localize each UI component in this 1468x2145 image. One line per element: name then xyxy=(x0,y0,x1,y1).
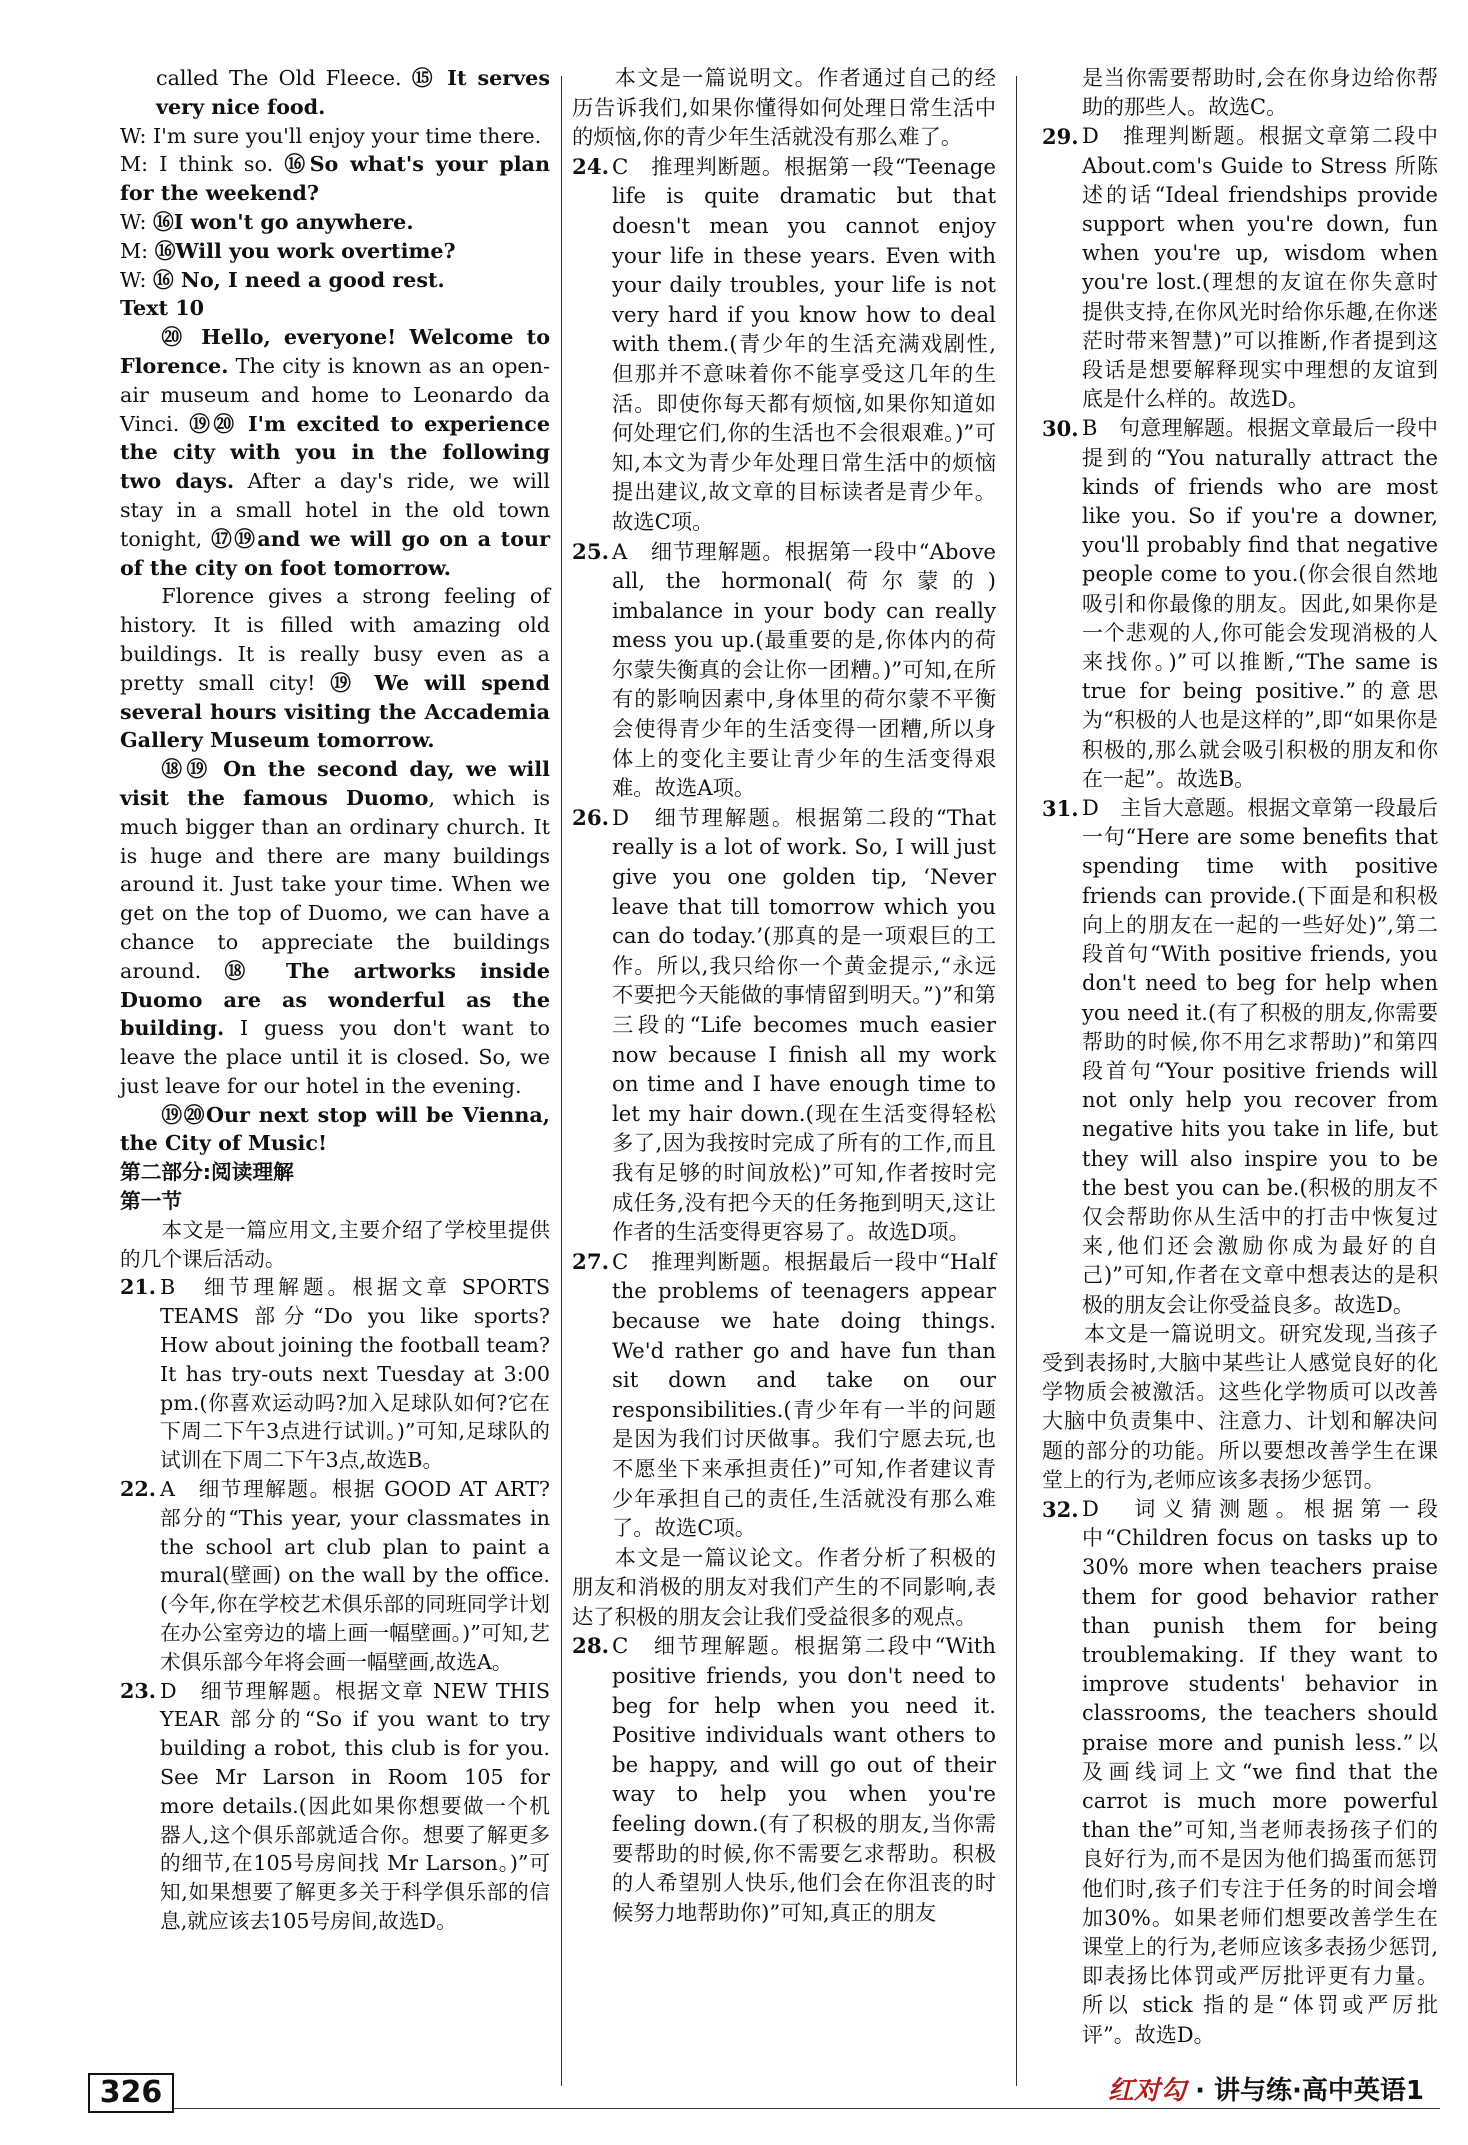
text9-line1: called The Old Fleece. ⑮ It serves very nice food. xyxy=(156,66,550,119)
text9-line2: W: I'm sure you'll enjoy your time there. xyxy=(120,123,542,148)
answer-30: 30. B 句意理解题。根据文章最后一段中提到的“You naturally attract the kinds of friends who are most like you. So if you're a downer, you'll probably find that negative people come to you.(你会很自然地吸引和你最像的朋友。因此,如果你是一个悲观的人,你可能会发现消极的人来找你。)”可以推断,“The same is true for being positive.”的意思为“积极的人也是这样的”,即“如果你是积极的,那么就会吸引积极的朋友和你在一起”。故选B。 xyxy=(1042,416,1438,791)
answer-26: 26. D 细节理解题。根据第二段的“That really is a lot of work. So, I will just give you one golden tip, ‘Never leave that till tomorrow which you can do today.’(那真的是一项艰巨的工作。所以,我只给你一个黄金提示,“永远不要把今天能做的事情留到明天。”)”和第三段的“Life becomes much easier now because I finish all my work on time and I have enough time to let my hair down.(现在生活变得轻松多了,因为我按时完成了所有的工作,而且我有足够的时间放松)”可知,作者按时完成任务,没有把今天的任务拖到明天,这让作者的生活变得更容易了。故选D项。 xyxy=(572,805,996,1246)
passage-b-intro: 本文是一篇说明文。作者通过自己的经历告诉我们,如果你懂得如何处理日常生活中的烦恼,你的青少年生活就没有那么难了。 xyxy=(572,66,996,151)
footer-rule xyxy=(172,2108,1440,2109)
passage-a-intro: 本文是一篇应用文,主要介绍了学校里提供的几个课后活动。 xyxy=(120,1217,550,1271)
brand-separator: · xyxy=(1195,2076,1205,2106)
page-number: 326 xyxy=(88,2073,174,2113)
passage-c-intro: 本文是一篇议论文。作者分析了积极的朋友和消极的朋友对我们产生的不同影响,表达了积极的朋友会让我们受益很多的观点。 xyxy=(572,1545,996,1630)
column-3 xyxy=(1042,64,1438,2050)
text10-para3: ⑱⑲ On the second day, we will visit the famous Duomo, which is much bigger than an ordinary church. It is huge and there are many buildings around it. Just take your time. When we get on the top of Duomo, we can have a chance to appreciate the buildings around. ⑱ The artworks inside Duomo are as wonderful as the building. I guess you don't want to leave the place until it is closed. So, we just leave for our hotel in the evening. xyxy=(120,757,550,1098)
footer-brand xyxy=(1108,2070,1438,2107)
answer-21: 21. B 细节理解题。根据文章 SPORTS TEAMS 部分“Do you like sports? How about joining the football team? It has try-outs next Tuesday at 3:00 pm.(你喜欢运动吗?加入足球队如何?它在下周二下午3点进行试训。)”可知,足球队的试训在下周二下午3点,故选B。 xyxy=(120,1275,550,1473)
book-title: 讲与练·高中英语1 xyxy=(1214,2076,1424,2106)
text9-line5: M: ⑯Will you work overtime? xyxy=(120,238,456,263)
answer-24: 24. C 推理判断题。根据第一段“Teenage life is quite dramatic but that doesn't mean you cannot enjoy your life in these years. Even with your daily troubles, your life is not very hard if you know how to deal with them.(青少年的生活充满戏剧性,但那并不意味着你不能享受这几年的生活。即使你每天都有烦恼,如果你知道如何处理它们,你的生活也不会很艰难。)”可知,本文为青少年处理日常生活中的烦恼提出建议,故文章的目标读者是青少年。故选C项。 xyxy=(572,154,996,535)
section1-heading: 第一节 xyxy=(120,1189,183,1214)
brand-logo: 红对勾 xyxy=(1108,2076,1187,2106)
passage-d-intro: 本文是一篇说明文。研究发现,当孩子受到表扬时,大脑中某些让人感觉良好的化学物质会被激活。这些化学物质可以改善大脑中负责集中、注意力、计划和解决问题的部分的功能。所以要想改善学生在课堂上的行为,老师应该多表扬少惩罚。 xyxy=(1042,1321,1438,1492)
text9-line6: W: ⑯ No, I need a good rest. xyxy=(120,267,445,292)
text9-line3: M: I think so. ⑯So what's your plan for the weekend? xyxy=(120,152,550,206)
text10-heading: Text 10 xyxy=(120,296,205,321)
text10-para2: Florence gives a strong feeling of history. It is filled with amazing old buildings. It is really busy even as a pretty small city! ⑲ We will spend several hours visiting the Accademia Gallery Museum tomorrow. xyxy=(120,584,550,753)
answer-31: 31. D 主旨大意题。根据文章第一段最后一句“Here are some benefits that spending time with positive friends can provide.(下面是和积极向上的朋友在一起的一些好处)”,第二段首句“With positive friends, you don't need to beg for help when you need it.(有了积极的朋友,你需要帮助的时候,你不用乞求帮助)”和第四段首句“Your positive friends will not only help you recover from negative hits you take in life, but they will also inspire you to be the best you can be.(积极的朋友不仅会帮助你从生活中的打击中恢复过来,他们还会激励你成为最好的自己)”可知,作者在文章中想表达的是积极的朋友会让你受益良多。故选D。 xyxy=(1042,796,1438,1317)
answer-32: 32. D 词义猜测题。根据第一段中“Children focus on tasks up to 30% more when teachers praise them for good behavior rather than punish them for being troublemaking. If they want to improve students' behavior in classrooms, the teachers should praise more and punish less.”以及画线词上文“we find that the carrot is much more powerful than the”可知,当老师表扬孩子们的良好行为,而不是因为他们捣蛋而惩罚他们时,孩子们专注于任务的时间会增加30%。如果老师们想要改善学生在课堂上的行为,老师应该多表扬少惩罚,即表扬比体罚或严厉批评更有力量。所以 stick 指的是“体罚或严厉批评”。故选D。 xyxy=(1042,1496,1438,2047)
text10-para1: ⑳ Hello, everyone! Welcome to Florence. The city is known as an open-air museum and home to Leonardo da Vinci. ⑲⑳ I'm excited to experience the city with you in the following two days. After a day's ride, we will stay in a small hotel in the old town tonight, ⑰⑲and we will go on a tour of the city on foot tomorrow. xyxy=(120,325,550,580)
column-divider-2 xyxy=(1016,76,1017,2086)
column-2 xyxy=(572,64,996,1928)
answer-28-continued: 是当你需要帮助时,会在你身边给你帮助的那些人。故选C。 xyxy=(1082,66,1438,120)
column-divider-1 xyxy=(561,76,562,2086)
answer-28: 28. C 细节理解题。根据第二段中“With positive friends, you don't need to beg for help when you need it. Positive individuals want others to be happy, and will go out of their way to help you when you're feeling down.(有了积极的朋友,当你需要帮助的时候,你不需要乞求帮助。积极的人希望别人快乐,他们会在你沮丧的时候努力地帮助你)”可知,真正的朋友 xyxy=(572,1634,996,1926)
answer-29: 29. D 推理判断题。根据文章第二段中 About.com's Guide to Stress 所陈述的话“Ideal friendships provide support when you're down, fun when you're up, wisdom when you're lost.(理想的友谊在你失意时提供支持,在你风光时给你乐趣,在你迷茫时带来智慧)”可以推断,作者提到这段话是想要解释现实中理想的友谊到底是什么样的。故选D。 xyxy=(1042,124,1438,412)
part2-heading: 第二部分:阅读理解 xyxy=(120,1160,294,1185)
text9-line4: W: ⑯I won't go anywhere. xyxy=(120,209,414,234)
answer-22: 22. A 细节理解题。根据 GOOD AT ART? 部分的“This year, your classmates in the school art club plan to paint a mural(壁画) on the wall by the office.(今年,你在学校艺术俱乐部的同班同学计划在办公室旁边的墙上画一幅壁画。)”可知,艺术俱乐部今年将会画一幅壁画,故选A。 xyxy=(120,1477,550,1674)
answer-25: 25. A 细节理解题。根据第一段中“Above all, the hormonal(荷尔蒙的) imbalance in your body can really mess you up.(最重要的是,你体内的荷尔蒙失衡真的会让你一团糟。)”可知,在所有的影响因素中,身体里的荷尔蒙不平衡会使得青少年的生活变得一团糟,所以身体上的变化主要让青少年的生活变得艰难。故选A项。 xyxy=(572,539,996,802)
answer-27: 27. C 推理判断题。根据最后一段中“Half the problems of teenagers appear because we hate doing things. We'd rather go and have fun than sit down and take on our responsibilities.(青少年有一半的问题是因为我们讨厌做事。我们宁愿去玩,也不愿坐下来承担责任)”可知,作者建议青少年承担自己的责任,生活就没有那么难了。故选C项。 xyxy=(572,1249,996,1542)
text10-para4: ⑲⑳Our next stop will be Vienna, the City of Music! xyxy=(120,1102,550,1156)
column-1 xyxy=(120,64,550,1936)
answer-23: 23. D 细节理解题。根据文章 NEW THIS YEAR 部分的“So if you want to try building a robot, this club is for you. See Mr Larson in Room 105 for more details.(因此如果你想要做一个机器人,这个俱乐部就适合你。想要了解更多的细节,在105号房间找 Mr Larson。)”可知,如果想要了解更多关于科学俱乐部的信息,就应该去105号房间,故选D。 xyxy=(120,1678,550,1933)
